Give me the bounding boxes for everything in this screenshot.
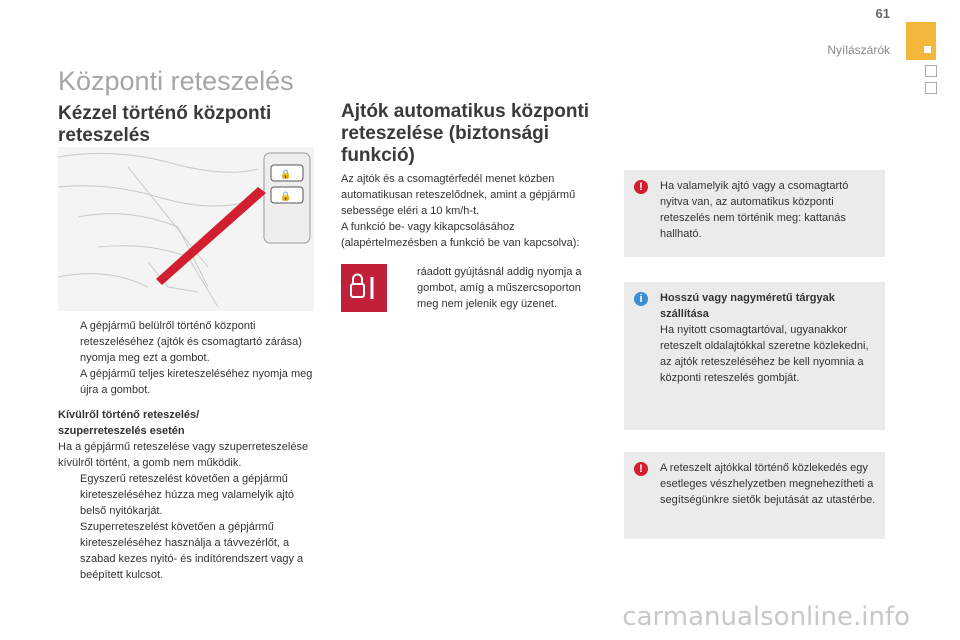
svg-text:🔒: 🔒 [280, 169, 292, 179]
svg-text:🔒: 🔒 [280, 191, 292, 201]
warning-panel-emergency: ! A reteszelt ajtókkal történő közlekedés egy esetleges vészhelyzetben megnehezítheti a segítségünkre sietők bejutását az utastérbe. [624, 452, 885, 539]
list-item: A gépjármű belülről történő központi reteszeléséhez (ajtók és csomagtartó zárása) nyomja meg ezt a gombot. [80, 320, 302, 364]
page-number: 61 [875, 6, 890, 21]
info-panel-long-objects: i Hosszú vagy nagyméretű tárgyak szállítása Ha nyitott csomagtartóval, ugyanakkor reteszelt oldalajtókkal szeretne közlekedni, az ajtók reteszeléséhez be kell nyomnia a központi reteszelés gombját. [624, 282, 885, 430]
page-title: Központi reteszelés [58, 66, 294, 96]
nav-box-2 [925, 82, 937, 94]
outside-locking-section: Kívülről történő reteszelés/ szuperreteszelés esetén Ha a gépjármű reteszelése vagy szuperreteszelése kívülről történt, a gomb nem működik. Egyszerű reteszelést követően a gépjármű kireteszeléséhez húzza meg valamelyik ajtó belső nyitókarját. Szuperreteszelést követően a gépjármű kireteszeléséhez használja a távvezérlőt, a szabad kezes nyitó- és indítórendszert vagy a beépített kulcsot. [58, 407, 320, 583]
chapter-tab [906, 22, 936, 60]
list-item: Szuperreteszelést követően a gépjármű kireteszeléséhez használja a távvezérlőt, a szabad kezes nyitó- és indítórendszert vagy a beépített kulcsot. [80, 521, 304, 581]
list-item: A gépjármű teljes kireteszeléséhez nyomja meg újra a gombot. [80, 368, 313, 396]
list-item: ráadott gyújtásnál addig nyomja a gombot, amíg a műszercsoporton meg nem jelenik egy üzenet. [417, 266, 582, 310]
left-bullets [58, 318, 320, 398]
warning-panel-open-door: ! Ha valamelyik ajtó vagy a csomagtartó nyitva van, az automatikus központi reteszelés nem történik meg: kattanás hallható. [624, 170, 885, 257]
middle-heading: Ajtók automatikus központi reteszelése (biztonsági funkció) [341, 101, 590, 166]
list-item: Egyszerű reteszelést követően a gépjármű kireteszeléséhez húzza meg valamelyik ajtó belső nyitókarját. [80, 473, 294, 517]
middle-bullet [395, 264, 595, 312]
middle-text: Az ajtók és a csomagtérfedél menet közben automatikusan reteszelődnek, amint a gépjármű sebessége eléri a 10 km/h-t. A funkció be- vagy kikapcsolásához (alapértelmezésben a funkció be van kapcsolva): [341, 173, 580, 249]
left-heading: Kézzel történő központi reteszelés [58, 103, 272, 146]
warning-icon: ! [634, 180, 648, 194]
info-icon: i [634, 292, 648, 306]
console-photo [58, 147, 314, 311]
nav-box-1 [925, 65, 937, 77]
section-title: Nyílászárók [827, 43, 890, 57]
lock-button-icon [341, 264, 387, 312]
watermark: carmanualsonline.info [622, 602, 910, 632]
warning-icon: ! [634, 462, 648, 476]
